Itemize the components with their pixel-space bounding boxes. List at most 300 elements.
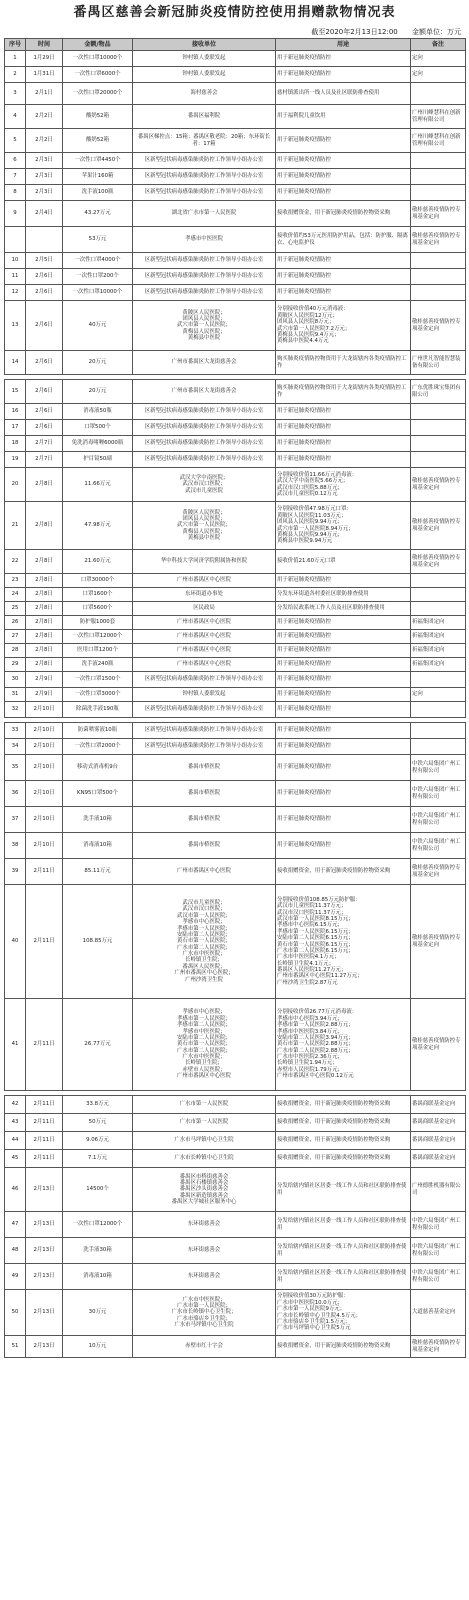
cell-date: 2月7日 (26, 452, 63, 468)
table-row (5, 859, 466, 885)
cell-purpose: 用于新冠肺炎疫情防控 (276, 185, 411, 201)
cell-no: 23 (5, 574, 26, 588)
table-row (5, 301, 466, 351)
cell-no: 36 (5, 781, 26, 807)
table-row (5, 420, 466, 436)
cell-remark (411, 269, 466, 285)
donation-table (4, 38, 466, 1358)
cell-item: 一次性口罩12000个 (63, 630, 133, 644)
page-title: 番禺区慈善会新冠肺炎疫情防控使用捐赠款物情况表 (73, 5, 396, 20)
cell-item: 医用口罩1200个 (63, 644, 133, 658)
cell-remark: 祈福集团定向 (411, 644, 466, 658)
cell-date: 2月8日 (26, 502, 63, 550)
cell-remark: 中铁六局集团广州工程有限公司 (411, 1264, 466, 1290)
table-row (5, 807, 466, 833)
cell-purpose: 分别接收价值11.66万元消毒液： 武汉大学中南医院5.66万元； 武汉市汉口医院5.88万元； 武汉市儿童医院0.12万元 (276, 468, 411, 502)
cell-item: 口罩5600个 (63, 602, 133, 616)
cell-item: 一次性口罩1500个 (63, 672, 133, 688)
cell-recipient: 广水市长岭镇中心卫生院 (133, 1150, 276, 1168)
cell-recipient: 东环街慈善会 (133, 1212, 276, 1238)
cell-remark: 敬桂慈善疫情防控专项基金定向 (411, 550, 466, 574)
cell-item: 移动式消毒机9台 (63, 755, 133, 781)
cell-recipient: 番禺区市桥街慈善会 番禺区石楼镇慈善会 番禺区沙头街慈善会 番禺区新造镇慈善会 番禺区大学城社区服务中心 (133, 1168, 276, 1212)
cell-purpose: 接收捐赠资金，用于新冠肺炎疫情防控物资采购 (276, 859, 411, 885)
cell-remark (411, 185, 466, 201)
cell-purpose: 用于新冠肺炎疫情防控 (276, 269, 411, 285)
cell-date: 2月8日 (26, 602, 63, 616)
cell-recipient: 区新型冠状病毒感染肺炎防控工作领导小组办公室 (133, 404, 276, 420)
cell-no: 11 (5, 269, 26, 285)
cell-purpose: 接收价值21.60万元口罩 (276, 550, 411, 574)
cell-remark: 大道慈善基金定向 (411, 1290, 466, 1336)
cell-no: 25 (5, 602, 26, 616)
cell-no: 32 (5, 702, 26, 718)
cell-date: 2月4日 (26, 201, 63, 227)
cell-item: 10万元 (63, 1336, 133, 1358)
cell-purpose: 分发给民政系统工作人员及社区联防排查使用 (276, 602, 411, 616)
cell-no: 15 (5, 380, 26, 404)
cell-date: 2月13日 (26, 1168, 63, 1212)
cell-date: 1月29日 (26, 51, 63, 67)
table-row (5, 1264, 466, 1290)
cell-recipient: 海村慈善会 (133, 83, 276, 105)
cell-no: 1 (5, 51, 26, 67)
cell-no: 40 (5, 885, 26, 999)
cell-purpose: 用于新冠肺炎疫情防控 (276, 253, 411, 269)
cell-no: 8 (5, 185, 26, 201)
cell-no: 41 (5, 999, 26, 1091)
cell-date: 2月11日 (26, 1114, 63, 1132)
cell-purpose: 接收捐赠资金，用于新冠肺炎疫情防控物资采购 (276, 1096, 411, 1114)
table-row (5, 227, 466, 253)
cell-purpose: 用于新冠肺炎疫情防控 (276, 644, 411, 658)
cell-purpose: 用于新冠肺炎疫情防控 (276, 658, 411, 672)
cell-no: 4 (5, 105, 26, 129)
cell-recipient: 湖北省广水市第一人民医院 (133, 201, 276, 227)
cell-remark (411, 404, 466, 420)
cell-recipient: 广州市番禺区中心医院 (133, 616, 276, 630)
cell-recipient: 广州市番禺区大龙街慈善会 (133, 380, 276, 404)
cell-date: 2月6日 (26, 285, 63, 301)
cell-item: 护目镜50副 (63, 452, 133, 468)
cell-date: 2月10日 (26, 755, 63, 781)
cell-recipient: 广州市番禺区大龙街慈善会 (133, 351, 276, 375)
cell-no: 43 (5, 1114, 26, 1132)
cell-remark: 广州世凡智能智慧装备有限公司 (411, 351, 466, 375)
cell-purpose: 分发给辖内镇社区居委一线工作人员和社区联防排查使用 (276, 1168, 411, 1212)
cell-purpose: 分发给辖内镇社区居委一线工作人员和社区联防排查使用 (276, 1212, 411, 1238)
table-row (5, 1096, 466, 1114)
cell-item: 洗手液240瓶 (63, 658, 133, 672)
table-row (5, 502, 466, 550)
cell-item: 43.27万元 (63, 201, 133, 227)
as-of-time: 截至2020年2月13日12:00 (311, 28, 398, 36)
cell-recipient: 钟村镇人委联发起 (133, 688, 276, 702)
cell-remark (411, 420, 466, 436)
cell-item: 一次性口罩20000个 (63, 83, 133, 105)
table-body (5, 51, 466, 1358)
cell-purpose: 分别接收价值26.77万元消毒液： 孝感市中心医院3.94万元； 孝感市第一人民医院2.88万元； 孝感市中医医院3.84万元； 安陆市第二人民医院3.94万元； 黄石市第一人民医院2.88万元； 广水市第二人民医院2.88万元； 广水市中医医院2.36万元； 长岭镇卫生院1.94万元； 赤壁市人民医院1.79万元； 广州市番禺区中心医院0.12万元 (276, 999, 411, 1091)
cell-recipient: 区新型冠状病毒感染肺炎防控工作领导小组办公室 (133, 153, 276, 169)
cell-purpose: 用于新冠肺炎疫情防控 (276, 129, 411, 153)
cell-item: 一次性口罩3000个 (63, 688, 133, 702)
cell-date: 2月10日 (26, 702, 63, 718)
table-row (5, 602, 466, 616)
cell-date (26, 227, 63, 253)
cell-purpose: 用于新冠肺炎疫情防控 (276, 169, 411, 185)
cell-purpose: 用于新冠肺炎疫情防控 (276, 153, 411, 169)
cell-date: 2月1日 (26, 83, 63, 105)
cell-purpose: 用于新冠肺炎疫情防控 (276, 404, 411, 420)
cell-item: 85.11万元 (63, 859, 133, 885)
cell-date: 2月2日 (26, 129, 63, 153)
cell-remark: 广东优胜珠宝集团有限公司 (411, 380, 466, 404)
cell-item: 防护服1000套 (63, 616, 133, 630)
table-row (5, 1168, 466, 1212)
table-row (5, 1290, 466, 1336)
cell-remark: 敬桂慈善疫情防控专项基金定向 (411, 201, 466, 227)
cell-item: 消毒液10箱 (63, 833, 133, 859)
cell-item: 33.8万元 (63, 1096, 133, 1114)
table-row (5, 616, 466, 630)
cell-purpose: 分发给辖内镇社区居委一线工作人员和社区联防排查使用 (276, 1264, 411, 1290)
cell-item: 26.77万元 (63, 999, 133, 1091)
cell-no: 10 (5, 253, 26, 269)
table-header-row (5, 39, 466, 51)
cell-purpose: 分别接收价值30万元防护服： 广水市中医医院10.0万元； 广水市第一人民医院9万元； 广水市长岭镇中心卫生院4.5万元； 广水市骆店乡卫生院1.5万元； 广水市马坪镇中心卫生院5万元 (276, 1290, 411, 1336)
table-row (5, 1132, 466, 1150)
cell-purpose: 用于新冠肺炎疫情防控 (276, 630, 411, 644)
cell-item: KN95口罩500个 (63, 781, 133, 807)
cell-date: 2月13日 (26, 1290, 63, 1336)
cell-date: 2月13日 (26, 1264, 63, 1290)
table-row (5, 253, 466, 269)
cell-recipient: 番禺区梯控点：15箱；番禺区敬老院：20箱；东环街长者：17箱 (133, 129, 276, 153)
cell-date: 2月11日 (26, 999, 63, 1091)
cell-recipient: 区新型冠状病毒感染肺炎防控工作领导小组办公室 (133, 185, 276, 201)
cell-no: 6 (5, 153, 26, 169)
cell-remark: 番禺商联基金定向 (411, 1114, 466, 1132)
header-item: 金额/物品 (63, 39, 133, 51)
cell-no (5, 227, 26, 253)
cell-date: 2月8日 (26, 550, 63, 574)
cell-no: 26 (5, 616, 26, 630)
cell-remark (411, 672, 466, 688)
cell-recipient: 黄陂区人民医院； 团风县人民医院； 武穴市第一人民医院； 黄梅县人民医院； 黄梅县中医院 (133, 301, 276, 351)
cell-purpose: 接收捐赠资金，用于新冠肺炎疫情防控物资采购 (276, 1336, 411, 1358)
cell-recipient: 武汉大学中南医院； 武汉市汉口医院； 武汉市儿童医院 (133, 468, 276, 502)
cell-date: 2月10日 (26, 723, 63, 739)
table-row (5, 129, 466, 153)
cell-purpose: 购买肺炎疫情防控物资用于大龙街辖内各类疫情防控工作 (276, 351, 411, 375)
amount-unit: 金额单位：万元 (412, 28, 461, 36)
cell-remark (411, 588, 466, 602)
cell-recipient: 区新型冠状病毒感染肺炎防控工作领导小组办公室 (133, 452, 276, 468)
cell-purpose: 用于新冠肺炎疫情防控 (276, 436, 411, 452)
cell-purpose: 用于新冠肺炎疫情防控 (276, 755, 411, 781)
table-row (5, 404, 466, 420)
cell-remark: 中铁六局集团广州工程有限公司 (411, 1212, 466, 1238)
table-row (5, 688, 466, 702)
table-row (5, 999, 466, 1091)
cell-no: 17 (5, 420, 26, 436)
cell-recipient: 区民政局 (133, 602, 276, 616)
cell-date: 2月6日 (26, 420, 63, 436)
cell-remark (411, 169, 466, 185)
cell-remark: 番禺商联基金定向 (411, 1150, 466, 1168)
cell-purpose: 用于新冠肺炎疫情防控 (276, 739, 411, 755)
cell-date: 2月6日 (26, 269, 63, 285)
cell-no: 9 (5, 201, 26, 227)
table-row (5, 285, 466, 301)
cell-purpose: 分别接收价值47.98万元口罩： 黄陂区人民医院11.03万元； 团风县人民医院9.94万元； 武穴市第一人民医院8.94万元； 黄梅县人民医院9.94万元； 黄梅县中医院9.94万元 (276, 502, 411, 550)
cell-date: 2月5日 (26, 253, 63, 269)
cell-purpose: 分发东环街道各村委社区联防排查使用 (276, 588, 411, 602)
cell-recipient: 孝感市中医医院 (133, 227, 276, 253)
cell-no: 2 (5, 67, 26, 83)
cell-item: 一次性口罩6000个 (63, 67, 133, 83)
cell-remark (411, 702, 466, 718)
cell-remark: 祈福集团定向 (411, 630, 466, 644)
cell-date: 2月6日 (26, 380, 63, 404)
cell-no: 27 (5, 630, 26, 644)
cell-remark: 敬桂慈善疫情防控专项基金定向 (411, 1336, 466, 1358)
cell-item: 14500个 (63, 1168, 133, 1212)
table-row (5, 51, 466, 67)
cell-no: 31 (5, 688, 26, 702)
report-meta (299, 27, 461, 37)
cell-no: 47 (5, 1212, 26, 1238)
cell-date: 2月10日 (26, 781, 63, 807)
table-row (5, 833, 466, 859)
cell-remark: 敬桂慈善疫情防控专项基金定向 (411, 468, 466, 502)
cell-item: 7.1万元 (63, 1150, 133, 1168)
cell-purpose: 用于新冠肺炎疫情防控 (276, 452, 411, 468)
table-row (5, 83, 466, 105)
cell-recipient: 区新型冠状病毒感染肺炎防控工作领导小组办公室 (133, 739, 276, 755)
cell-remark (411, 452, 466, 468)
cell-no: 37 (5, 807, 26, 833)
cell-item: 20万元 (63, 380, 133, 404)
cell-item: 一次性口罩10000个 (63, 285, 133, 301)
cell-purpose: 用于新冠肺炎疫情防控 (276, 51, 411, 67)
cell-recipient: 东环街慈善会 (133, 1264, 276, 1290)
cell-remark: 敬桂慈善疫情防控专项基金定向 (411, 502, 466, 550)
cell-remark (411, 602, 466, 616)
cell-item: 21.60万元 (63, 550, 133, 574)
cell-date: 2月9日 (26, 672, 63, 688)
table-row (5, 588, 466, 602)
cell-remark (411, 436, 466, 452)
cell-purpose: 用于新冠肺炎疫情防控 (276, 688, 411, 702)
header-recipient: 接收单位 (133, 39, 276, 51)
cell-date: 2月11日 (26, 885, 63, 999)
cell-recipient: 钟村镇人委联发起 (133, 51, 276, 67)
table-row (5, 185, 466, 201)
cell-date: 2月11日 (26, 1150, 63, 1168)
table-row (5, 574, 466, 588)
cell-item: 一次性口罩4450个 (63, 153, 133, 169)
cell-date: 2月11日 (26, 1132, 63, 1150)
cell-no: 20 (5, 468, 26, 502)
cell-item: 53万元 (63, 227, 133, 253)
cell-date: 2月3日 (26, 185, 63, 201)
cell-remark: 中铁六局集团广州工程有限公司 (411, 833, 466, 859)
cell-item: 47.98万元 (63, 502, 133, 550)
cell-item: 苹果汁160箱 (63, 169, 133, 185)
cell-purpose: 用于新冠肺炎疫情防控 (276, 807, 411, 833)
cell-item: 40万元 (63, 301, 133, 351)
cell-no: 12 (5, 285, 26, 301)
cell-no: 3 (5, 83, 26, 105)
cell-recipient: 东环街慈善会 (133, 1238, 276, 1264)
table-row (5, 1150, 466, 1168)
cell-recipient: 番禺市桥医院 (133, 755, 276, 781)
cell-recipient: 赤壁市红十字会 (133, 1336, 276, 1358)
cell-remark: 番禺商联基金定向 (411, 1096, 466, 1114)
cell-remark: 定向 (411, 51, 466, 67)
cell-purpose: 用于新冠肺炎疫情防控 (276, 702, 411, 718)
cell-item: 洗手液10箱 (63, 807, 133, 833)
cell-no: 21 (5, 502, 26, 550)
cell-purpose: 用于新冠肺炎疫情防控 (276, 574, 411, 588)
table-row (5, 201, 466, 227)
cell-no: 48 (5, 1238, 26, 1264)
cell-item: 20万元 (63, 351, 133, 375)
table-row (5, 885, 466, 999)
table-row (5, 351, 466, 375)
cell-recipient: 广水市第一人民医院 (133, 1096, 276, 1114)
cell-remark: 广州德胜机器有限公司 (411, 1168, 466, 1212)
cell-purpose: 用于新冠肺炎疫情防控 (276, 833, 411, 859)
cell-recipient: 广州市番禺区中心医院 (133, 859, 276, 885)
cell-date: 2月10日 (26, 739, 63, 755)
cell-no: 51 (5, 1336, 26, 1358)
table-row (5, 1114, 466, 1132)
cell-item: 消毒液10箱 (63, 1264, 133, 1290)
cell-recipient: 广州市番禺区中心医院 (133, 644, 276, 658)
cell-item: 酸奶52箱 (63, 105, 133, 129)
cell-recipient: 区新型冠状病毒感染肺炎防控工作领导小组办公室 (133, 672, 276, 688)
cell-recipient: 区新型冠状病毒感染肺炎防控工作领导小组办公室 (133, 285, 276, 301)
cell-no: 33 (5, 723, 26, 739)
cell-purpose: 用于新冠肺炎疫情防控 (276, 420, 411, 436)
cell-recipient: 华中科技大学同济学院附属协和医院 (133, 550, 276, 574)
cell-recipient: 东环街道办事处 (133, 588, 276, 602)
cell-no: 30 (5, 672, 26, 688)
cell-item: 酸奶52箱 (63, 129, 133, 153)
cell-no: 45 (5, 1150, 26, 1168)
cell-recipient: 广水市第一人民医院 (133, 1114, 276, 1132)
cell-item: 108.85万元 (63, 885, 133, 999)
table-row (5, 658, 466, 672)
cell-item: 消毒液50瓶 (63, 404, 133, 420)
cell-purpose: 分发给辖内镇社区居委一线工作人员和社区联防排查使用 (276, 1238, 411, 1264)
cell-date: 2月8日 (26, 588, 63, 602)
cell-recipient: 武汉市儿童医院； 武汉市汉口医院； 武汉市第一人民医院； 孝感市中心医院； 孝感市第一人民医院； 安陆市第二人民医院； 黄石市第一人民医院； 广水市第二人民医院； 广水市中医医院； 长岭镇卫生院； 番禺区人民医院； 广州市番禺区中心医院； 广州沙湾卫生院 (133, 885, 276, 999)
cell-purpose: 用于新冠肺炎疫情防控 (276, 723, 411, 739)
cell-remark: 定向 (411, 67, 466, 83)
table-row (5, 781, 466, 807)
cell-recipient: 区新型冠状病毒感染肺炎防控工作领导小组办公室 (133, 269, 276, 285)
header-remark: 备注 (411, 39, 466, 51)
cell-date: 1月31日 (26, 67, 63, 83)
table-row (5, 67, 466, 83)
cell-recipient: 黄陂区人民医院； 团风县人民医院； 武穴市第一人民医院； 黄梅县人民医院； 黄梅县中医院 (133, 502, 276, 550)
cell-remark (411, 285, 466, 301)
table-row (5, 436, 466, 452)
table-row (5, 739, 466, 755)
table-row (5, 672, 466, 688)
cell-purpose: 用于新冠肺炎疫情防控 (276, 67, 411, 83)
cell-date: 2月8日 (26, 468, 63, 502)
cell-item: 30万元 (63, 1290, 133, 1336)
table-row (5, 550, 466, 574)
cell-no: 38 (5, 833, 26, 859)
cell-remark: 广州川峰慧科在创新管理有限公司 (411, 105, 466, 129)
cell-purpose: 接收捐赠资金，用于新冠肺炎疫情防控物资采购 (276, 1114, 411, 1132)
cell-date: 2月13日 (26, 1212, 63, 1238)
cell-item: 除菌洗手液190瓶 (63, 702, 133, 718)
cell-date: 2月11日 (26, 1096, 63, 1114)
cell-remark: 中铁六局集团广州工程有限公司 (411, 807, 466, 833)
cell-recipient: 广州市番禺区中心医院 (133, 630, 276, 644)
cell-purpose: 分别接收价值40万元消毒液： 黄陂区人民医院12万元； 团风县人民医院8万元； 武穴市第一人民医院7.2万元； 黄梅县人民医院9.4万元； 黄梅县中医院4.4万元 (276, 301, 411, 351)
table-row (5, 452, 466, 468)
cell-item: 口罩500个 (63, 420, 133, 436)
cell-recipient: 番禺市桥医院 (133, 807, 276, 833)
cell-purpose: 接收捐赠资金，用于新冠肺炎疫情防控物资采购 (276, 1150, 411, 1168)
header-no: 序号 (5, 39, 26, 51)
cell-remark (411, 739, 466, 755)
cell-item: 11.66万元 (63, 468, 133, 502)
cell-date: 2月8日 (26, 616, 63, 630)
cell-recipient: 区新型冠状病毒感染肺炎防控工作领导小组办公室 (133, 420, 276, 436)
cell-item: 防菌喷雾液10瓶 (63, 723, 133, 739)
cell-recipient: 孝感市中心医院； 孝感市第一人民医院； 孝感市第二人民医院； 孝感市中医医院； 安陆市第二人民医院； 黄石市第一人民医院； 广水市第二人民医院； 广水市中医医院； 长岭镇卫生院； 赤壁市人民医院； 广州市番禺区中心医院 (133, 999, 276, 1091)
cell-no: 49 (5, 1264, 26, 1290)
cell-date: 2月6日 (26, 301, 63, 351)
cell-remark: 祈福集团定向 (411, 616, 466, 630)
table-row (5, 269, 466, 285)
cell-item: 一次性口罩12000个 (63, 1212, 133, 1238)
cell-no: 16 (5, 404, 26, 420)
cell-date: 2月3日 (26, 169, 63, 185)
cell-recipient: 番禺区福利院 (133, 105, 276, 129)
cell-recipient: 广州市番禺区中心医院 (133, 574, 276, 588)
cell-remark: 番禺商联基金定向 (411, 1132, 466, 1150)
cell-no: 24 (5, 588, 26, 602)
cell-item: 一次性口罩10000个 (63, 51, 133, 67)
header-date: 时间 (26, 39, 63, 51)
cell-remark: 中铁六局集团广州工程有限公司 (411, 755, 466, 781)
cell-remark: 敬桂慈善疫情防控专项基金定向 (411, 859, 466, 885)
cell-remark (411, 574, 466, 588)
cell-purpose: 购买肺炎疫情防控物资用于大龙街辖内各类疫情防控工作 (276, 380, 411, 404)
cell-recipient: 番禺市桥医院 (133, 781, 276, 807)
cell-no: 28 (5, 644, 26, 658)
cell-no: 7 (5, 169, 26, 185)
cell-date: 2月9日 (26, 688, 63, 702)
cell-date: 2月2日 (26, 105, 63, 129)
cell-date: 2月7日 (26, 436, 63, 452)
cell-no: 50 (5, 1290, 26, 1336)
cell-item: 口罩1600个 (63, 588, 133, 602)
cell-date: 2月8日 (26, 574, 63, 588)
cell-recipient: 区新型冠状病毒感染肺炎防控工作领导小组办公室 (133, 436, 276, 452)
cell-date: 2月8日 (26, 644, 63, 658)
cell-item: 洗手液100瓶 (63, 185, 133, 201)
